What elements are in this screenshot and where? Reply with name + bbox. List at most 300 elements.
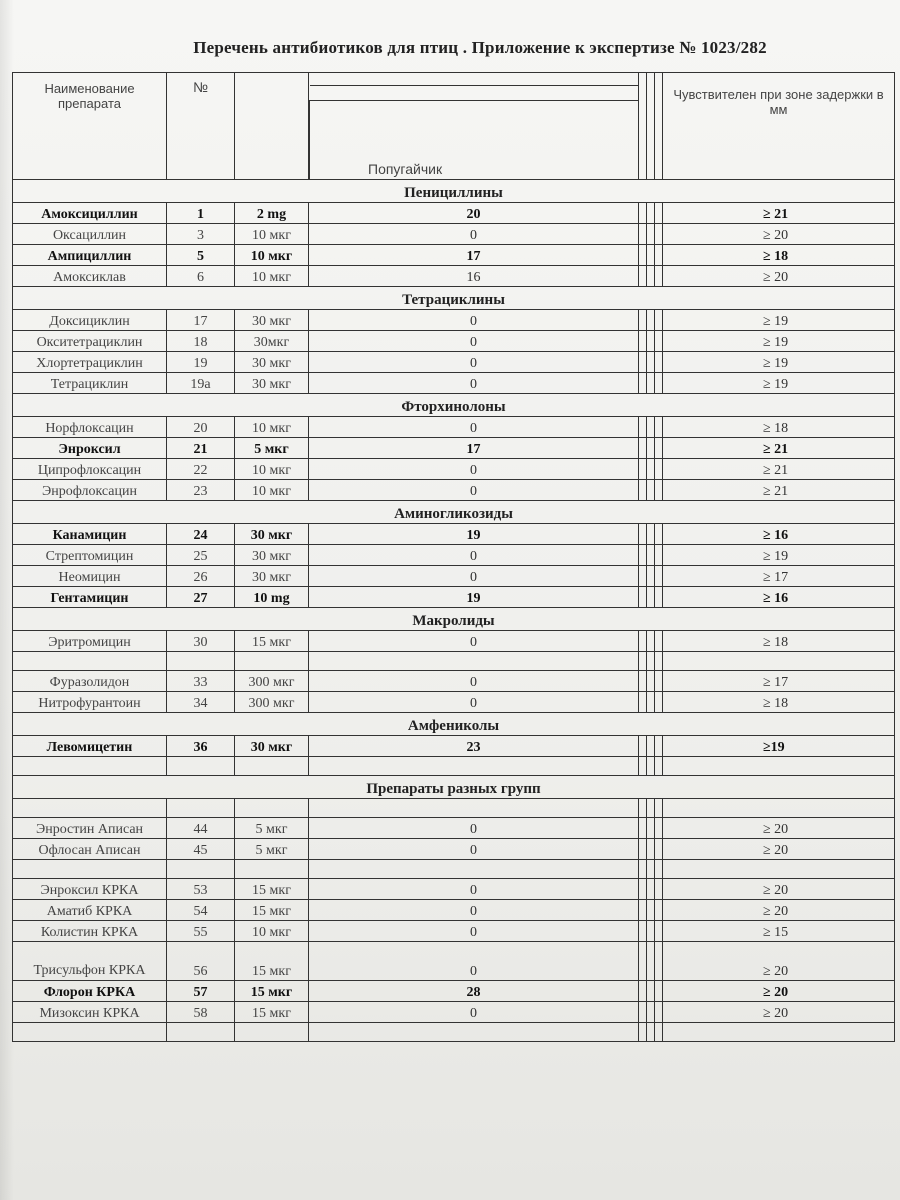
gap-cell [647,942,655,981]
gap-cell [639,310,647,331]
drug-row [13,331,895,352]
blank-cell [309,1023,639,1042]
drug-dose: 30 мкг [235,566,309,587]
drug-row [13,417,895,438]
drug-row [13,587,895,608]
blank-cell [309,757,639,776]
gap-cell [639,839,647,860]
gap-cell [655,545,663,566]
gap-cell [647,203,655,224]
drug-name: Энростин Аписан [13,818,167,839]
drug-dose: 30мкг [235,331,309,352]
gap-cell [639,480,647,501]
drug-number: 22 [167,459,235,480]
drug-dose: 30 мкг [235,545,309,566]
sensitivity-threshold: ≥ 20 [663,818,895,839]
blank-row [13,1023,895,1042]
gap-cell [647,566,655,587]
drug-dose: 10 мкг [235,245,309,266]
blank-cell [639,652,647,671]
blank-cell [647,652,655,671]
gap-cell [639,224,647,245]
gap-cell [647,480,655,501]
header-species-cell [309,73,639,180]
drug-name: Амоксициллин [13,203,167,224]
gap-cell [639,818,647,839]
zone-value: 0 [309,310,639,331]
drug-dose: 300 мкг [235,692,309,713]
blank-cell [309,799,639,818]
sensitivity-threshold: ≥ 19 [663,545,895,566]
zone-value: 17 [309,245,639,266]
zone-value: 0 [309,942,639,981]
header-name: Наименование препарата [13,73,167,180]
gap-cell [647,839,655,860]
gap-cell [647,900,655,921]
drug-name: Левомицетин [13,736,167,757]
drug-row [13,545,895,566]
section-title: Пенициллины [13,180,895,203]
section-title: Фторхинолоны [13,394,895,417]
sensitivity-threshold: ≥ 19 [663,373,895,394]
sensitivity-threshold: ≥ 15 [663,921,895,942]
gap-cell [655,373,663,394]
section-row [13,776,895,799]
gap-cell [639,266,647,287]
drug-row [13,900,895,921]
blank-cell [663,799,895,818]
blank-row [13,860,895,879]
gap-cell [655,438,663,459]
drug-name: Канамицин [13,524,167,545]
gap-cell [647,352,655,373]
drug-row [13,921,895,942]
gap-cell [655,671,663,692]
sensitivity-threshold: ≥19 [663,736,895,757]
drug-dose: 15 мкг [235,981,309,1002]
sensitivity-threshold: ≥ 16 [663,524,895,545]
drug-number: 55 [167,921,235,942]
drug-row [13,671,895,692]
blank-cell [647,799,655,818]
sensitivity-threshold: ≥ 19 [663,331,895,352]
document-title: Перечень антибиотиков для птиц . Приложение к экспертизе № 1023/282 [193,38,767,57]
gap-cell [655,942,663,981]
zone-value: 0 [309,671,639,692]
drug-dose: 10 мкг [235,459,309,480]
header-species: Попугайчик [310,101,639,180]
blank-cell [639,860,647,879]
gap-cell [639,203,647,224]
drug-dose: 5 мкг [235,438,309,459]
gap-cell [639,587,647,608]
zone-value: 0 [309,839,639,860]
drug-dose: 10 мкг [235,224,309,245]
drug-dose: 15 мкг [235,900,309,921]
gap-cell [639,671,647,692]
drug-dose: 5 мкг [235,839,309,860]
blank-cell [167,757,235,776]
section-title: Тетрациклины [13,287,895,310]
drug-name: Офлосан Аписан [13,839,167,860]
sensitivity-threshold: ≥ 20 [663,266,895,287]
blank-cell [13,799,167,818]
zone-value: 0 [309,921,639,942]
gap-cell [639,879,647,900]
gap-cell [655,1002,663,1023]
zone-value: 0 [309,373,639,394]
gap-cell [655,587,663,608]
blank-cell [167,860,235,879]
gap-cell [647,459,655,480]
gap-cell [655,417,663,438]
drug-row [13,981,895,1002]
sensitivity-threshold: ≥ 21 [663,203,895,224]
blank-cell [655,757,663,776]
blank-cell [309,860,639,879]
header-gap-3 [655,73,663,180]
gap-cell [639,331,647,352]
gap-cell [655,566,663,587]
drug-row [13,736,895,757]
drug-row [13,1002,895,1023]
sensitivity-threshold: ≥ 18 [663,631,895,652]
drug-dose: 300 мкг [235,671,309,692]
zone-value: 19 [309,524,639,545]
zone-value: 0 [309,331,639,352]
blank-cell [647,1023,655,1042]
drug-row [13,480,895,501]
gap-cell [647,921,655,942]
zone-value: 0 [309,459,639,480]
drug-number: 30 [167,631,235,652]
gap-cell [647,417,655,438]
blank-cell [235,860,309,879]
sensitivity-threshold: ≥ 20 [663,839,895,860]
blank-cell [167,799,235,818]
gap-cell [655,310,663,331]
gap-cell [647,879,655,900]
gap-cell [655,818,663,839]
drug-dose: 5 мкг [235,818,309,839]
section-row [13,394,895,417]
gap-cell [647,671,655,692]
blank-cell [655,799,663,818]
blank-cell [655,1023,663,1042]
drug-name: Эритромицин [13,631,167,652]
zone-value: 0 [309,631,639,652]
gap-cell [655,631,663,652]
gap-cell [647,331,655,352]
header-dose [235,73,309,180]
zone-value: 19 [309,587,639,608]
drug-row [13,631,895,652]
drug-row [13,266,895,287]
drug-number: 3 [167,224,235,245]
sensitivity-threshold: ≥ 17 [663,566,895,587]
drug-row [13,203,895,224]
gap-cell [655,203,663,224]
gap-cell [639,438,647,459]
sensitivity-threshold: ≥ 21 [663,438,895,459]
header-gap-1 [639,73,647,180]
table-header-row [13,73,895,180]
gap-cell [655,736,663,757]
blank-cell [655,860,663,879]
drug-name: Стрептомицин [13,545,167,566]
gap-cell [647,438,655,459]
gap-cell [639,417,647,438]
drug-dose: 2 mg [235,203,309,224]
gap-cell [639,459,647,480]
drug-row [13,352,895,373]
drug-name: Окситетрациклин [13,331,167,352]
gap-cell [647,981,655,1002]
zone-value: 0 [309,352,639,373]
zone-value: 20 [309,203,639,224]
drug-number: 5 [167,245,235,266]
header-number: № [167,73,235,180]
zone-value: 0 [309,480,639,501]
zone-value: 0 [309,1002,639,1023]
drug-row [13,373,895,394]
drug-name: Энроксил КРКА [13,879,167,900]
sensitivity-threshold: ≥ 17 [663,671,895,692]
gap-cell [647,310,655,331]
drug-name: Аматиб КРКА [13,900,167,921]
drug-dose: 10 мкг [235,480,309,501]
drug-number: 19а [167,373,235,394]
drug-number: 1 [167,203,235,224]
zone-value: 16 [309,266,639,287]
drug-number: 19 [167,352,235,373]
drug-dose: 10 мкг [235,921,309,942]
section-title: Макролиды [13,608,895,631]
blank-cell [655,652,663,671]
drug-number: 58 [167,1002,235,1023]
drug-name: Колистин КРКА [13,921,167,942]
drug-name: Флорон КРКА [13,981,167,1002]
sensitivity-threshold: ≥ 20 [663,879,895,900]
sensitivity-threshold: ≥ 19 [663,352,895,373]
zone-value: 0 [309,566,639,587]
drug-number: 20 [167,417,235,438]
gap-cell [647,224,655,245]
gap-cell [639,736,647,757]
blank-cell [639,1023,647,1042]
drug-row [13,245,895,266]
gap-cell [647,545,655,566]
header-gap-2 [647,73,655,180]
section-title: Амфениколы [13,713,895,736]
gap-cell [655,692,663,713]
blank-row [13,799,895,818]
gap-cell [639,545,647,566]
drug-number: 23 [167,480,235,501]
gap-cell [639,692,647,713]
zone-value: 17 [309,438,639,459]
blank-cell [235,652,309,671]
drug-dose: 15 мкг [235,1002,309,1023]
drug-dose: 15 мкг [235,942,309,981]
blank-cell [235,1023,309,1042]
gap-cell [647,245,655,266]
zone-value: 0 [309,900,639,921]
sensitivity-threshold: ≥ 19 [663,310,895,331]
blank-cell [663,1023,895,1042]
drug-dose: 30 мкг [235,352,309,373]
drug-row [13,224,895,245]
drug-row [13,942,895,981]
gap-cell [639,524,647,545]
blank-cell [13,860,167,879]
drug-number: 25 [167,545,235,566]
drug-number: 33 [167,671,235,692]
drug-dose: 15 мкг [235,631,309,652]
zone-value: 0 [309,879,639,900]
drug-number: 18 [167,331,235,352]
drug-name: Энрофлоксацин [13,480,167,501]
blank-cell [639,799,647,818]
sensitivity-threshold: ≥ 18 [663,692,895,713]
drug-name: Фуразолидон [13,671,167,692]
gap-cell [639,245,647,266]
section-title: Препараты разных групп [13,776,895,799]
gap-cell [639,566,647,587]
drug-name: Хлортетрациклин [13,352,167,373]
drug-name: Оксациллин [13,224,167,245]
gap-cell [639,981,647,1002]
drug-row [13,438,895,459]
drug-name: Неомицин [13,566,167,587]
gap-cell [639,900,647,921]
gap-cell [655,839,663,860]
gap-cell [647,1002,655,1023]
blank-cell [663,860,895,879]
drug-number: 57 [167,981,235,1002]
sensitivity-threshold: ≥ 20 [663,224,895,245]
gap-cell [639,373,647,394]
gap-cell [655,459,663,480]
section-row [13,608,895,631]
drug-row [13,839,895,860]
gap-cell [647,587,655,608]
gap-cell [647,692,655,713]
gap-cell [655,331,663,352]
header-species-inner [309,73,638,179]
blank-cell [663,757,895,776]
section-title: Аминогликозиды [13,501,895,524]
section-row [13,501,895,524]
drug-number: 27 [167,587,235,608]
zone-value: 0 [309,692,639,713]
zone-value: 0 [309,818,639,839]
blank-cell [235,799,309,818]
drug-number: 53 [167,879,235,900]
gap-cell [655,981,663,1002]
gap-cell [655,900,663,921]
sensitivity-threshold: ≥ 20 [663,900,895,921]
drug-name: Гентамицин [13,587,167,608]
section-row [13,287,895,310]
zone-value: 0 [309,417,639,438]
drug-number: 6 [167,266,235,287]
drug-row [13,459,895,480]
blank-cell [167,652,235,671]
gap-cell [639,921,647,942]
drug-number: 21 [167,438,235,459]
drug-row [13,310,895,331]
section-row [13,180,895,203]
gap-cell [655,879,663,900]
gap-cell [647,266,655,287]
section-row [13,713,895,736]
zone-value: 0 [309,224,639,245]
blank-cell [309,652,639,671]
drug-number: 36 [167,736,235,757]
blank-cell [13,757,167,776]
gap-cell [647,631,655,652]
gap-cell [655,524,663,545]
drug-row [13,879,895,900]
drug-name: Ампициллин [13,245,167,266]
zone-value: 0 [309,545,639,566]
header-sensitivity: Чувствителен при зоне задержки в мм [663,73,895,180]
drug-row [13,818,895,839]
sensitivity-threshold: ≥ 20 [663,981,895,1002]
drug-number: 34 [167,692,235,713]
sensitivity-threshold: ≥ 21 [663,480,895,501]
gap-cell [655,224,663,245]
drug-dose: 10 мкг [235,417,309,438]
drug-dose: 10 мкг [235,266,309,287]
drug-name: Ципрофлоксацин [13,459,167,480]
drug-number: 56 [167,942,235,981]
gap-cell [647,736,655,757]
drug-name: Трисульфон КРКА [13,942,167,981]
gap-cell [655,266,663,287]
blank-cell [663,652,895,671]
sensitivity-threshold: ≥ 20 [663,942,895,981]
zone-value: 28 [309,981,639,1002]
drug-dose: 30 мкг [235,524,309,545]
gap-cell [639,631,647,652]
gap-cell [639,1002,647,1023]
drug-name: Доксициклин [13,310,167,331]
blank-cell [647,860,655,879]
drug-number: 44 [167,818,235,839]
drug-dose: 30 мкг [235,373,309,394]
drug-name: Норфлоксацин [13,417,167,438]
blank-row [13,652,895,671]
blank-cell [13,652,167,671]
drug-row [13,524,895,545]
drug-name: Мизоксин КРКА [13,1002,167,1023]
gap-cell [639,352,647,373]
drug-dose: 10 mg [235,587,309,608]
drug-number: 45 [167,839,235,860]
gap-cell [655,245,663,266]
drug-number: 54 [167,900,235,921]
gap-cell [655,921,663,942]
drug-name: Амоксиклав [13,266,167,287]
drug-row [13,566,895,587]
gap-cell [647,373,655,394]
blank-cell [235,757,309,776]
drug-dose: 15 мкг [235,879,309,900]
gap-cell [647,524,655,545]
sensitivity-threshold: ≥ 18 [663,417,895,438]
